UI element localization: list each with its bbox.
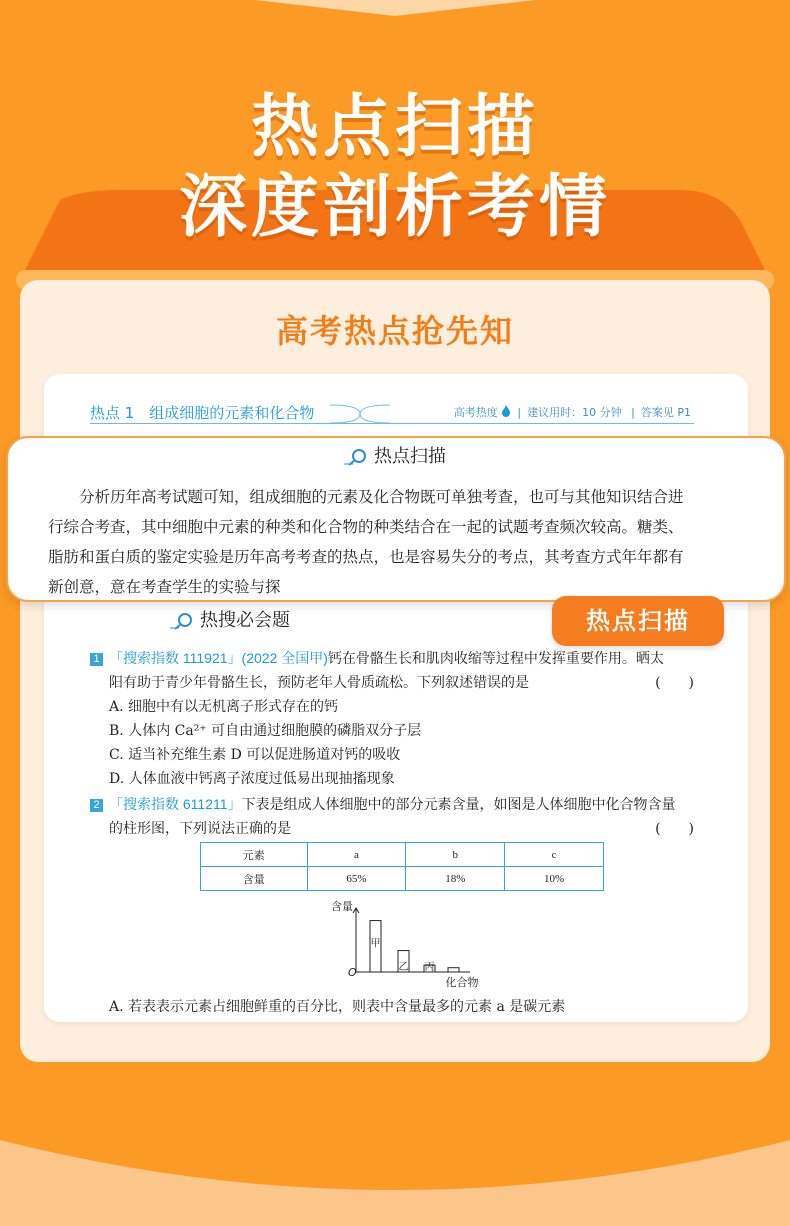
paragraph-line: 新创意，意在考查学生的实验与探 bbox=[48, 578, 281, 596]
hero-title-line1: 热点扫描 bbox=[250, 88, 539, 167]
search-index-tag: 「搜索指数 611211」 bbox=[109, 796, 242, 812]
header-divider bbox=[90, 423, 694, 424]
table-row bbox=[201, 843, 604, 867]
origin-label: O bbox=[348, 966, 357, 979]
search-icon bbox=[344, 448, 368, 466]
element-content-table bbox=[200, 842, 604, 891]
compound-content-bar-chart bbox=[320, 892, 490, 988]
paragraph-line: 脂肪和蛋白质的鉴定实验是历年高考考查的热点，也是容易失分的考点，其考查方式年年都有 bbox=[48, 548, 684, 566]
table-cell: c bbox=[505, 843, 604, 867]
option-d: D. 人体血液中钙离子浓度过低易出现抽搐现象 bbox=[109, 771, 395, 787]
paragraph-line: 行综合考查，其中细胞中元素的种类和化合物的种类结合在一起的试题考查频次较高。糖类、 bbox=[48, 518, 684, 536]
table-cell: a bbox=[307, 843, 406, 867]
header-ribbon-decoration bbox=[330, 404, 390, 426]
question-2-line2 bbox=[109, 818, 694, 838]
paragraph-line: 分析历年高考试题可知，组成细胞的元素及化合物既可单独考查，也可与其他知识结合进 bbox=[79, 488, 684, 506]
question-number: 1 bbox=[90, 653, 103, 666]
table-cell: 65% bbox=[307, 867, 406, 891]
header-meta: 高考热度 | 建议用时：10 分钟 | 答案见 P1 bbox=[453, 406, 691, 419]
bar-label: 乙 bbox=[398, 962, 409, 973]
chart-bar bbox=[448, 968, 459, 972]
question-stem: 钙在骨骼生长和肌肉收缩等过程中发挥重要作用。晒太 bbox=[327, 651, 664, 667]
question-number: 2 bbox=[90, 799, 103, 812]
bar-label: 甲 bbox=[370, 938, 381, 950]
page-header bbox=[90, 402, 694, 424]
option-c: C. 适当补充维生素 D 可以促进肠道对钙的吸收 bbox=[109, 747, 401, 763]
callout-title bbox=[0, 442, 790, 468]
table-cell: 含量 bbox=[201, 867, 308, 891]
bar-label: 丙 bbox=[424, 962, 435, 973]
answer-parentheses: ( ) bbox=[655, 821, 694, 837]
option-a: A. 细胞中有以无机离子形式存在的钙 bbox=[109, 699, 339, 715]
table-row bbox=[201, 867, 604, 891]
callout-paragraph bbox=[48, 482, 748, 602]
search-section-title-text: 热搜必会题 bbox=[200, 610, 290, 631]
flame-icon bbox=[501, 405, 511, 417]
table-cell: b bbox=[406, 843, 505, 867]
search-section-title bbox=[0, 606, 460, 632]
table-cell: 元素 bbox=[201, 843, 308, 867]
question-stem: 阳有助于青少年骨骼生长，预防老年人骨质疏松。下列叙述错误的是 bbox=[109, 675, 529, 691]
panel-title: 高考热点抢先知 bbox=[275, 312, 514, 350]
y-axis-label: 含量 bbox=[331, 900, 353, 913]
answer-ref: 答案见 P1 bbox=[640, 406, 691, 419]
table-cell: 10% bbox=[505, 867, 604, 891]
question-stem: 下表是组成人体细胞中的部分元素含量，如图是人体细胞中化合物含量 bbox=[241, 797, 676, 813]
question-2-line1 bbox=[90, 794, 694, 814]
table-cell: 18% bbox=[406, 867, 505, 891]
hotspot-scan-badge: 热点扫描 bbox=[552, 596, 724, 646]
callout-title-text: 热点扫描 bbox=[374, 446, 446, 467]
search-icon bbox=[170, 612, 194, 630]
search-index-tag: 「搜索指数 111921」 bbox=[109, 650, 242, 666]
x-axis-label: 化合物 bbox=[445, 976, 479, 988]
suggested-time: 建议用时：10 分钟 bbox=[527, 406, 622, 419]
question-stem: 的柱形图，下列说法正确的是 bbox=[109, 821, 291, 837]
answer-parentheses: ( ) bbox=[655, 675, 694, 691]
question-2-option-a: A. 若表表示元素占细胞鲜重的百分比，则表中含量最多的元素 a 是碳元素 bbox=[109, 999, 566, 1015]
question-source: (2022 全国甲) bbox=[241, 650, 328, 666]
hero-title-line2: 深度剖析考情 bbox=[178, 168, 611, 247]
question-1-line2 bbox=[109, 672, 694, 692]
option-b: B. 人体内 Ca²⁺ 可自由通过细胞膜的磷脂双分子层 bbox=[109, 723, 422, 739]
hotspot-title: 热点 1 组成细胞的元素和化合物 bbox=[90, 404, 315, 422]
question-1-line1 bbox=[90, 648, 694, 668]
heat-label: 高考热度 bbox=[453, 406, 498, 419]
